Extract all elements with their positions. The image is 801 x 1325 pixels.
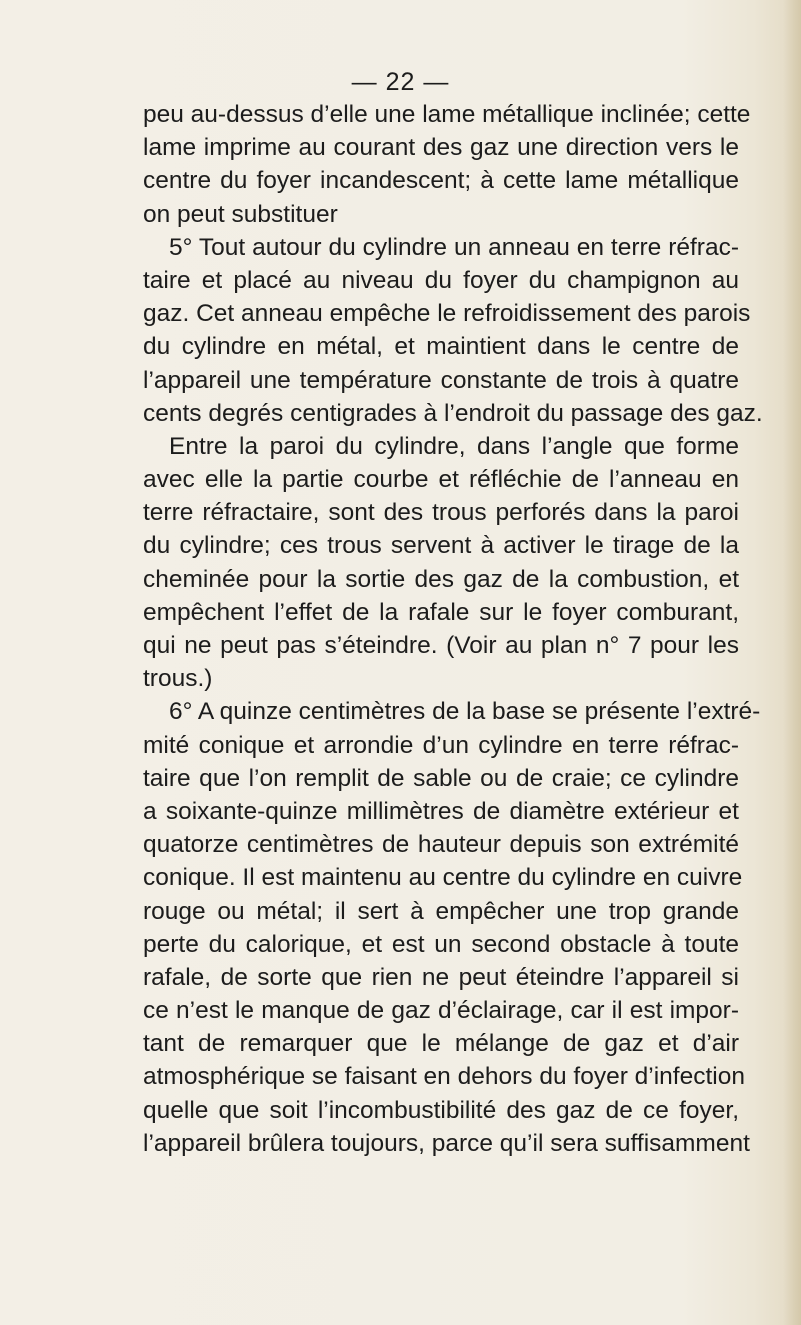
text-line: 6° A quinze centimètres de la base se présente l’extré- (169, 698, 761, 726)
text-line: taire et placé au niveau du foyer du champignon au (143, 266, 739, 294)
text-line: qui ne peut pas s’éteindre. (Voir au plan n° 7 pour les (143, 632, 739, 659)
text-line: empêchent l’effet de la rafale sur le foyer comburant, (143, 598, 739, 626)
text-line: lame imprime au courant des gaz une direction vers le (143, 134, 739, 162)
text-line: Entre la paroi du cylindre, dans l’angle que forme (169, 432, 739, 460)
text-line: perte du calorique, et est un second obstacle à toute (143, 930, 739, 958)
text-line: atmosphérique se faisant en dehors du foyer d’infection (143, 1063, 745, 1091)
text-line: peu au-dessus d’elle une lame métallique inclinée; cette (143, 101, 751, 128)
text-line: ce n’est le manque de gaz d’éclairage, car il est impor- (143, 997, 739, 1025)
text-line: centre du foyer incandescent; à cette lame métallique (143, 167, 739, 195)
text-line: mité conique et arrondie d’un cylindre en terre réfrac- (143, 731, 739, 759)
text-line: rafale, de sorte que rien ne peut éteindre l’appareil si (143, 963, 739, 991)
text-line: avec elle la partie courbe et réfléchie de l’anneau en (143, 466, 739, 494)
page-number: — 22 — (351, 68, 450, 96)
text-line: taire que l’on remplit de sable ou de craie; ce cylindre (143, 764, 739, 792)
text-line: terre réfractaire, sont des trous perforés dans la paroi (143, 499, 739, 527)
text-line: a soixante-quinze millimètres de diamètre extérieur et (143, 797, 739, 825)
page-edge-shadow (783, 0, 801, 1325)
text-line: du cylindre; ces trous servent à activer le tirage de la (143, 532, 739, 560)
text-line: du cylindre en métal, et maintient dans le centre de (143, 333, 739, 361)
text-line: conique. Il est maintenu au centre du cylindre en cuivre (143, 864, 743, 892)
text-line: cents degrés centigrades à l’endroit du passage des gaz. (143, 399, 763, 427)
text-line: trous.) (143, 665, 213, 693)
text-line: cheminée pour la sortie des gaz de la combustion, et (143, 565, 739, 593)
text-line: quatorze centimètres de hauteur depuis son extrémité (143, 831, 739, 859)
text-line: quelle que soit l’incombustibilité des gaz de ce foyer, (143, 1096, 739, 1124)
text-line: gaz. Cet anneau empêche le refroidissement des parois (143, 300, 751, 328)
text-line: l’appareil brûlera toujours, parce qu’il sera suffisamment (143, 1129, 750, 1157)
text-line: 5° Tout autour du cylindre un anneau en terre réfrac- (169, 233, 739, 261)
text-line: tant de remarquer que le mélange de gaz et d’air (143, 1030, 739, 1058)
text-line: rouge ou métal; il sert à empêcher une trop grande (143, 897, 739, 925)
text-line: l’appareil une température constante de trois à quatre (143, 366, 739, 394)
body-text (143, 98, 763, 1160)
text-line: on peut substituer (143, 200, 338, 228)
